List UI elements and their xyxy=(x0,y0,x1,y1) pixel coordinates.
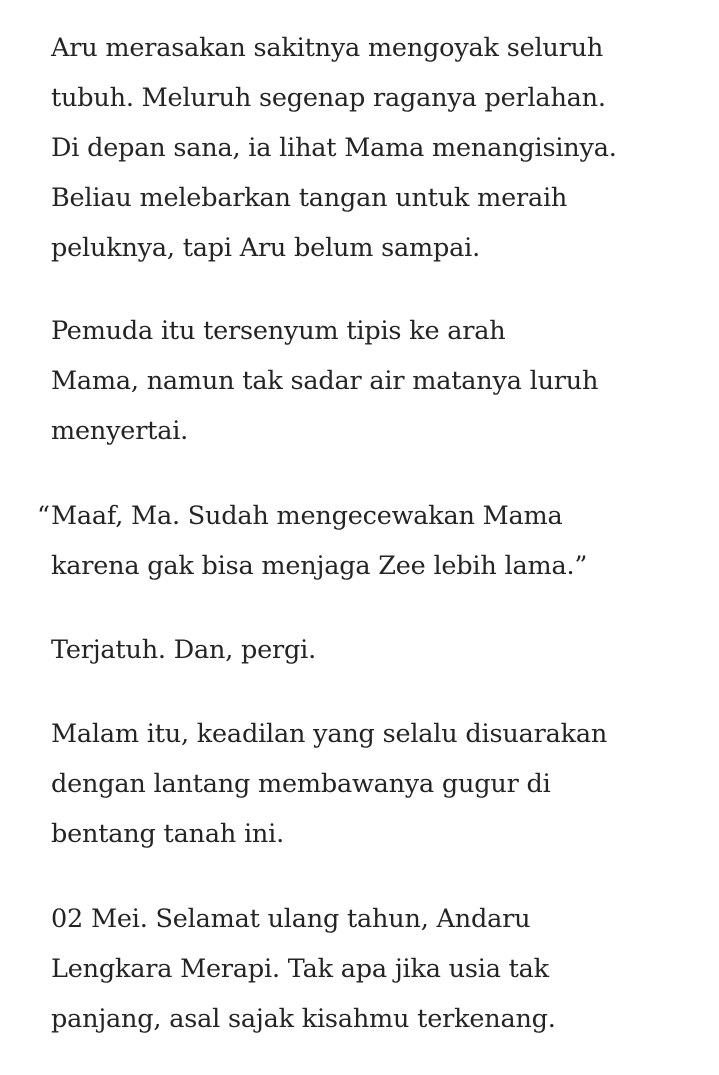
paragraph-line: Terjatuh. Dan, pergi. xyxy=(51,635,316,665)
paragraph-line: Malam itu, keadilan yang selalu disuarakan xyxy=(51,719,608,749)
paragraph-1 xyxy=(51,23,711,273)
paragraph-line: peluknya, tapi Aru belum sampai. xyxy=(51,233,480,263)
paragraph-6 xyxy=(51,894,711,1044)
paragraph-line: Di depan sana, ia lihat Mama menangisinya. xyxy=(51,133,617,163)
paragraph-line: menyertai. xyxy=(51,416,189,446)
paragraph-line: panjang, asal sajak kisahmu terkenang. xyxy=(51,1004,556,1034)
paragraph-4 xyxy=(51,625,711,675)
paragraph-line: dengan lantang membawanya gugur di xyxy=(51,769,551,799)
paragraph-line: karena gak bisa menjaga Zee lebih lama.” xyxy=(51,551,588,581)
paragraph-line: Lengkara Merapi. Tak apa jika usia tak xyxy=(51,954,549,984)
paragraph-line: Maaf, Ma. Sudah mengecewakan Mama xyxy=(51,501,563,531)
paragraph-2 xyxy=(51,306,711,456)
paragraph-line: Aru merasakan sakitnya mengoyak seluruh xyxy=(51,33,604,63)
open-quote-mark: “ xyxy=(37,501,50,531)
paragraph-line: 02 Mei. Selamat ulang tahun, Andaru xyxy=(51,904,531,934)
paragraph-line: Pemuda itu tersenyum tipis ke arah xyxy=(51,316,506,346)
paragraph-3-dialogue xyxy=(37,491,711,591)
paragraph-line: Mama, namun tak sadar air matanya luruh xyxy=(51,366,599,396)
paragraph-5 xyxy=(51,709,711,859)
paragraph-line: tubuh. Meluruh segenap raganya perlahan. xyxy=(51,83,606,113)
paragraph-line: Beliau melebarkan tangan untuk meraih xyxy=(51,183,568,213)
paragraph-line: bentang tanah ini. xyxy=(51,819,284,849)
